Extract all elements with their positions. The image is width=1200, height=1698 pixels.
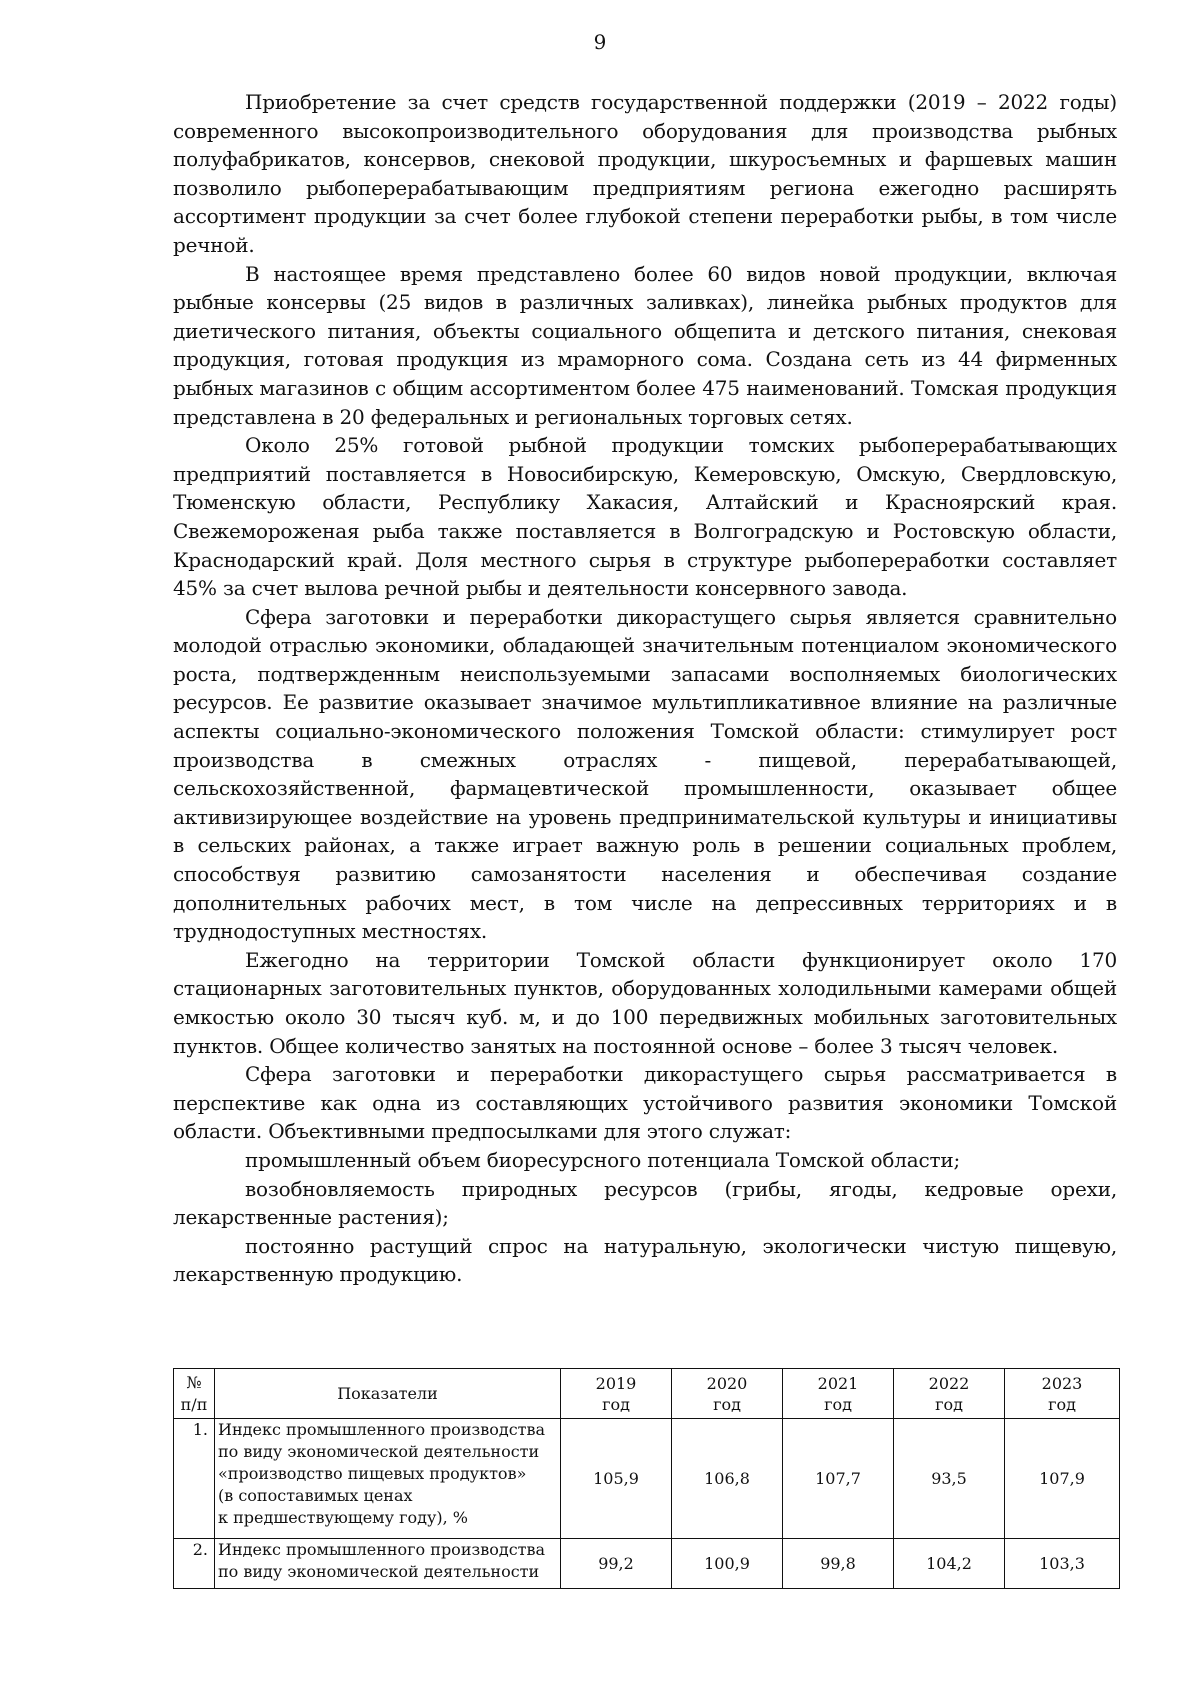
paragraph-procurement-points: Ежегодно на территории Томской области функционирует около 170 стационарных заготовительных пунктов, оборудованных холодильными камерами общей емкостью около 30 тысяч куб. м, и до 100 передвижных мобильных заготовительных пунктов. Общее количество занятых на постоянной основе – более 3 тысяч человек. xyxy=(173,947,1117,1058)
value-2023: 103,3 xyxy=(1005,1539,1120,1589)
value-2022: 93,5 xyxy=(894,1419,1005,1539)
page-number: 9 xyxy=(593,30,607,54)
list-item-renewability: возобновляемость природных ресурсов (грибы, ягоды, кедровые орехи, лекарственные растения); xyxy=(173,1176,1117,1230)
header-number-line2: п/п xyxy=(180,1394,208,1414)
table-row xyxy=(174,1419,1120,1539)
indicator-line: Индекс промышленного производства xyxy=(218,1540,546,1559)
header-year-2019 xyxy=(561,1369,672,1419)
header-year-value: 2022 xyxy=(928,1373,970,1393)
value-2022: 104,2 xyxy=(894,1539,1005,1589)
table-header-row xyxy=(174,1369,1120,1419)
header-year-2022 xyxy=(894,1369,1005,1419)
value-2021: 107,7 xyxy=(783,1419,894,1539)
value-2021: 99,8 xyxy=(783,1539,894,1589)
header-year-value: 2020 xyxy=(706,1373,748,1393)
header-year-unit: год xyxy=(935,1394,963,1414)
value-2019: 105,9 xyxy=(561,1419,672,1539)
header-year-2021 xyxy=(783,1369,894,1419)
header-year-2020 xyxy=(672,1369,783,1419)
table-row xyxy=(174,1539,1120,1589)
header-year-unit: год xyxy=(824,1394,852,1414)
indicator-line: по виду экономической деятельности xyxy=(218,1562,540,1581)
row-number: 2. xyxy=(174,1539,215,1589)
indicator-line: Индекс промышленного производства xyxy=(218,1420,546,1439)
header-year-unit: год xyxy=(1048,1394,1076,1414)
paragraph-prerequisites: Сфера заготовки и переработки дикорастущего сырья рассматривается в перспективе как одна из составляющих устойчивого развития экономики Томской области. Объективными предпосылками для этого служат: xyxy=(173,1062,1117,1144)
indicators-table xyxy=(173,1368,1120,1589)
paragraph-wild-raw-materials: Сфера заготовки и переработки дикорастущего сырья является сравнительно молодой отраслью экономики, обладающей значительным потенциалом экономического роста, подтвержденным неиспользуемыми запасами восполняемых биологических ресурсов. Ее развитие оказывает значимое мультипликативное влияние на различные аспекты социально-экономического положения Томской области: стимулирует рост производства в смежных отраслях - пищевой, перерабатывающей, сельскохозяйственной, фармацевтической промышленности, оказывает общее активизирующее воздействие на уровень предпринимательской культуры и инициативы в сельских районах, а также играет важную роль в решении социальных проблем, способствуя развитию самозанятости населения и обеспечивая создание дополнительных рабочих мест, в том числе на депрессивных территориях и в труднодоступных местностях. xyxy=(173,604,1117,944)
value-2020: 100,9 xyxy=(672,1539,783,1589)
header-number xyxy=(174,1369,215,1419)
indicator-line: (в сопоставимых ценах xyxy=(218,1486,413,1505)
list-item-bioresource: промышленный объем биоресурсного потенциала Томской области; xyxy=(245,1147,960,1172)
header-year-value: 2021 xyxy=(817,1373,859,1393)
paragraph-new-products: В настоящее время представлено более 60 видов новой продукции, включая рыбные консервы (25 видов в различных заливках), линейка рыбных продуктов для диетического питания, объекты социального общепита и детского питания, снековая продукция, готовая продукция из мраморного сома. Создана сеть из 44 фирменных рыбных магазинов с общим ассортиментом более 475 наименований. Томская продукция представлена в 20 федеральных и региональных торговых сетях. xyxy=(173,261,1117,429)
row-number: 1. xyxy=(174,1419,215,1539)
row-indicator xyxy=(215,1539,561,1589)
value-2023: 107,9 xyxy=(1005,1419,1120,1539)
list-item-demand: постоянно растущий спрос на натуральную, экологически чистую пищевую, лекарственную продукцию. xyxy=(173,1233,1117,1287)
indicator-line: «производство пищевых продуктов» xyxy=(218,1464,527,1483)
header-number-line1: № xyxy=(186,1372,202,1392)
value-2020: 106,8 xyxy=(672,1419,783,1539)
paragraph-supply-regions: Около 25% готовой рыбной продукции томских рыбоперерабатывающих предприятий поставляется в Новосибирскую, Кемеровскую, Омскую, Свердловскую, Тюменскую области, Республику Хакасия, Алтайский и Красноярский края. Свежемороженая рыба также поставляется в Волгоградскую и Ростовскую области, Краснодарский край. Доля местного сырья в структуре рыбопереработки составляет 45% за счет вылова речной рыбы и деятельности консервного завода. xyxy=(173,433,1117,601)
header-year-unit: год xyxy=(713,1394,741,1414)
header-year-value: 2019 xyxy=(595,1373,637,1393)
header-year-value: 2023 xyxy=(1041,1373,1083,1393)
paragraph-equipment: Приобретение за счет средств государственной поддержки (2019 – 2022 годы) современного высокопроизводительного оборудования для производства рыбных полуфабрикатов, консервов, снековой продукции, шкуросъемных и фаршевых машин позволило рыбоперерабатывающим предприятиям региона ежегодно расширять ассортимент продукции за счет более глубокой степени переработки рыбы, в том числе речной. xyxy=(173,90,1117,257)
header-year-2023 xyxy=(1005,1369,1120,1419)
body-text xyxy=(173,88,1117,1289)
value-2019: 99,2 xyxy=(561,1539,672,1589)
indicator-line: к предшествующему году), % xyxy=(218,1508,469,1527)
row-indicator xyxy=(215,1419,561,1539)
indicator-line: по виду экономической деятельности xyxy=(218,1442,540,1461)
header-year-unit: год xyxy=(602,1394,630,1414)
header-indicator: Показатели xyxy=(215,1369,561,1419)
